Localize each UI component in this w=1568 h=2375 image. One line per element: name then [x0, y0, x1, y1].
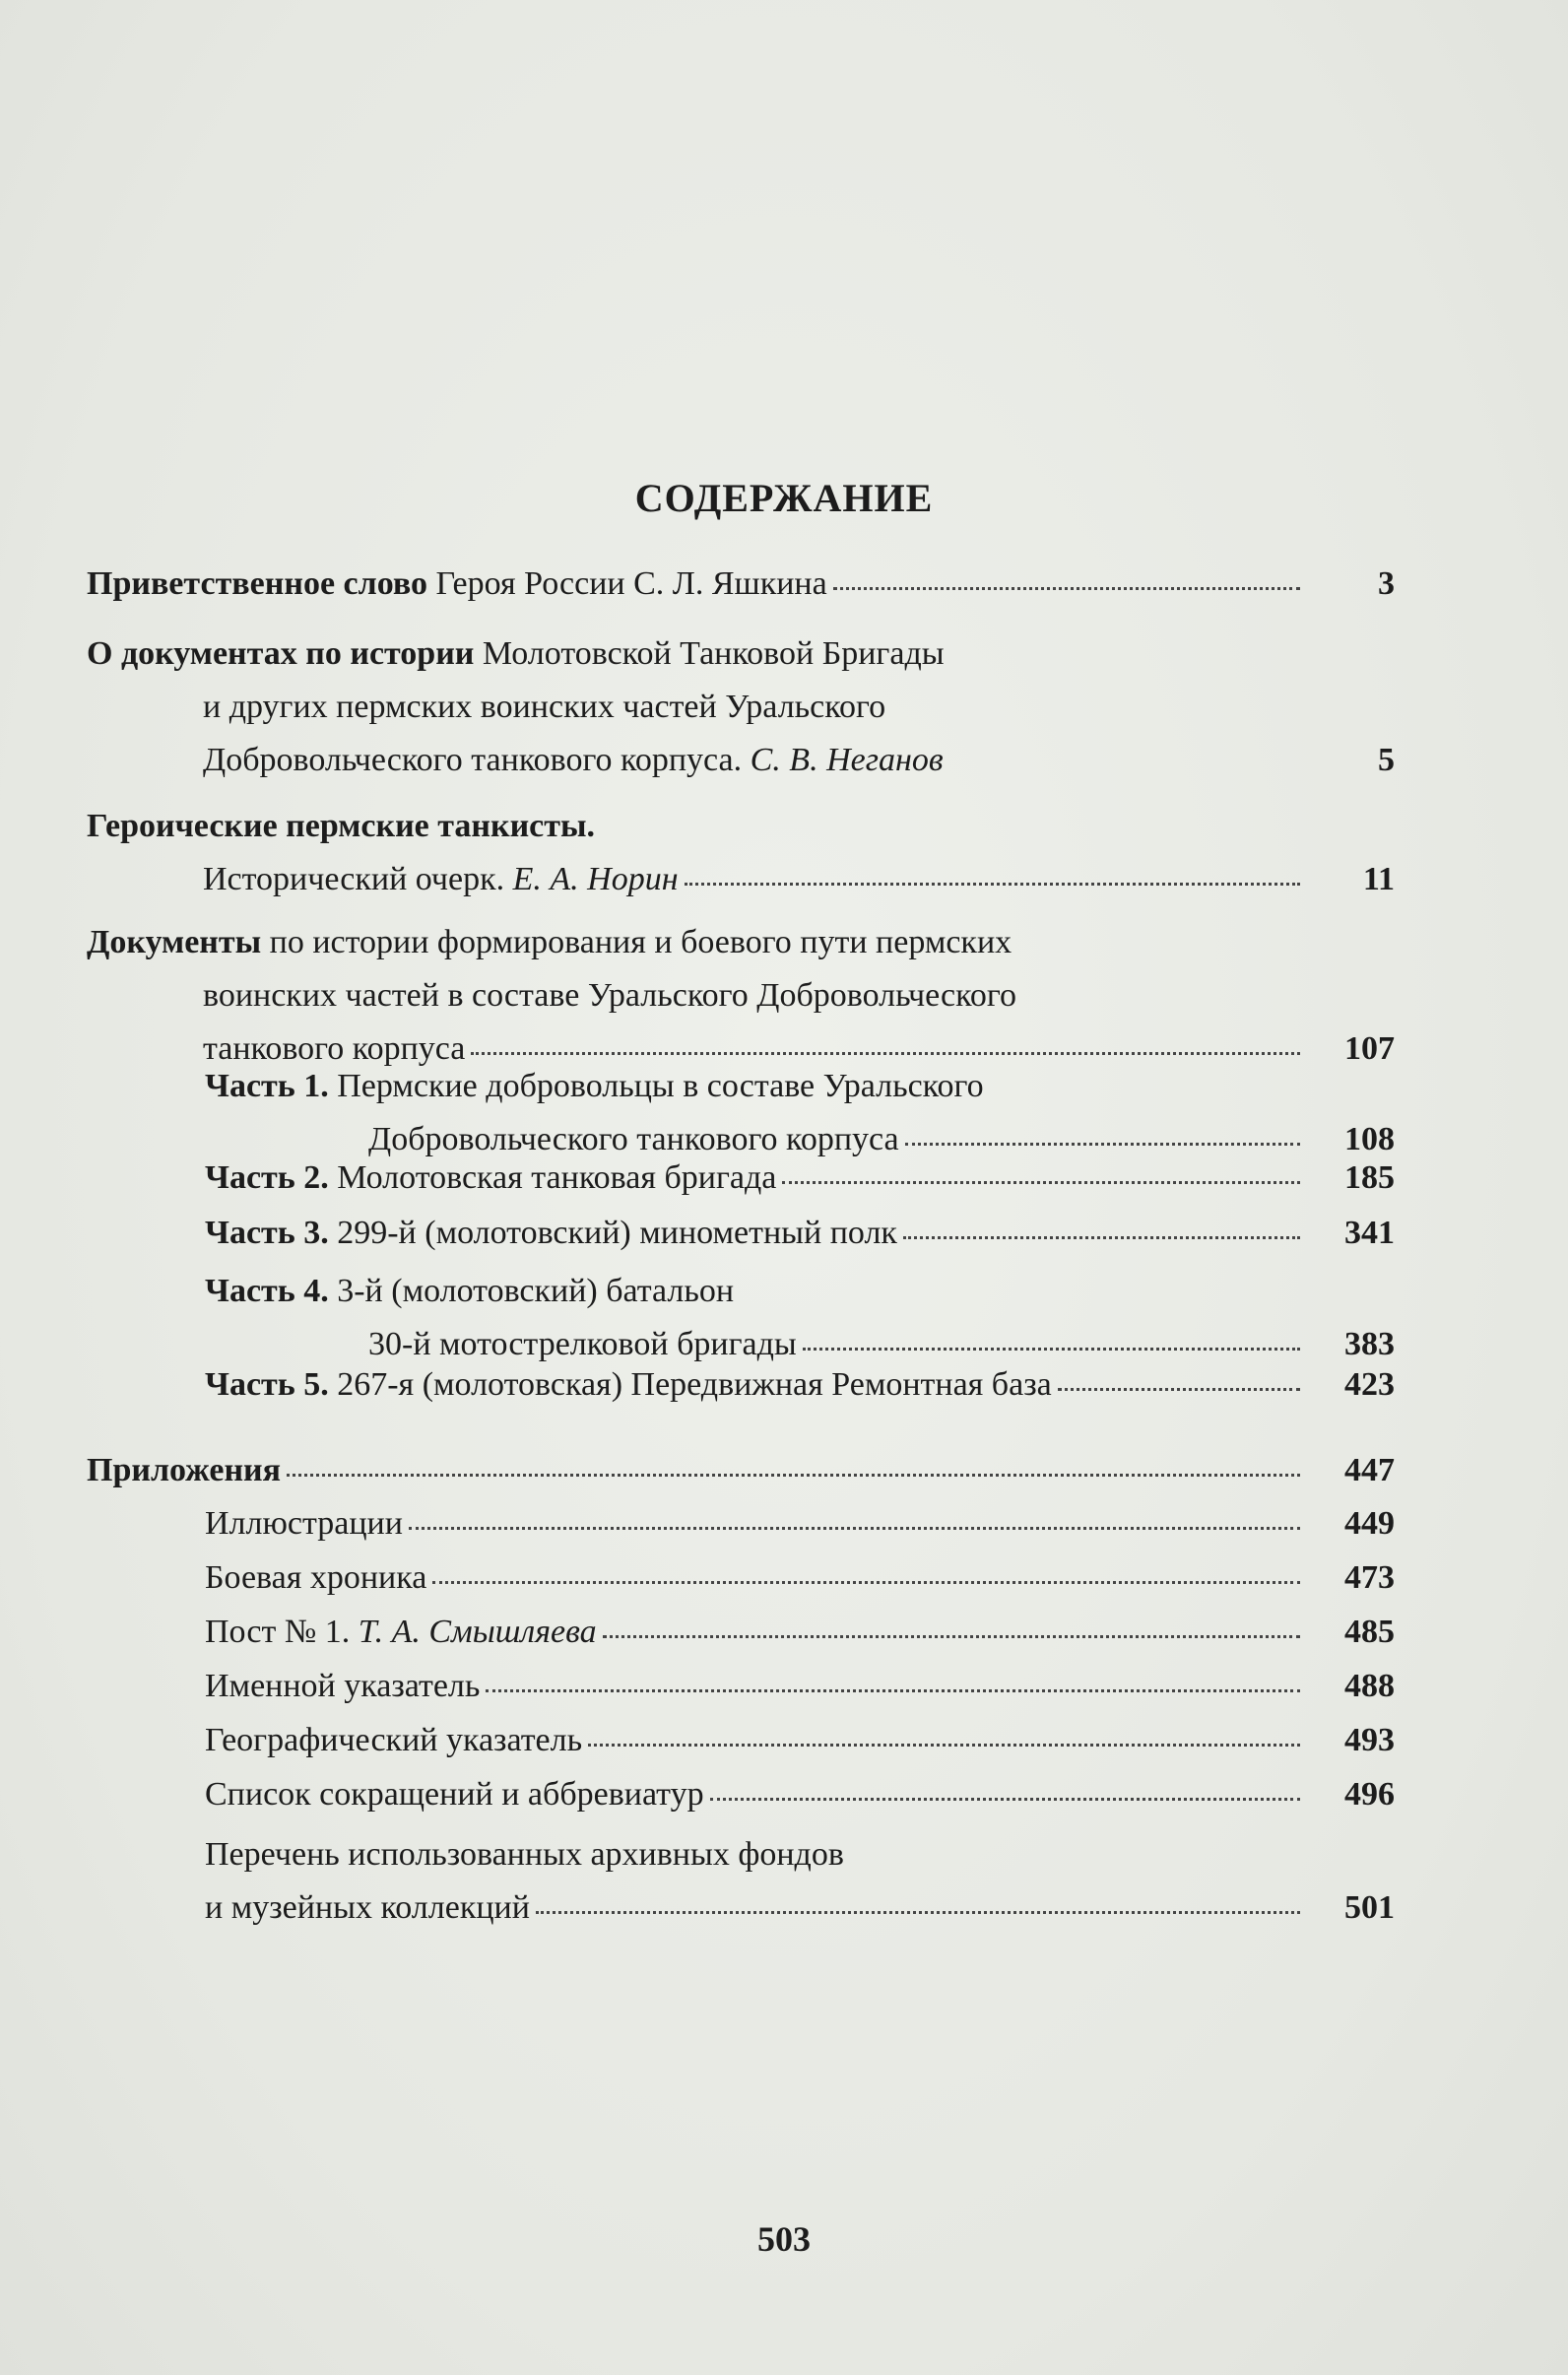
page-number: 501	[1344, 1889, 1395, 1926]
toc-part-1[interactable]	[87, 1060, 1395, 1166]
part-title: Пермские добровольцы в составе Уральского	[337, 1068, 984, 1104]
page-number: 108	[1344, 1121, 1395, 1157]
entry-heading: Приложения	[87, 1452, 282, 1488]
page-number: 3	[1378, 565, 1395, 602]
page-number: 423	[1344, 1366, 1395, 1403]
page-number: 473	[1344, 1559, 1395, 1596]
page-number: 488	[1344, 1668, 1395, 1704]
page-number: 449	[1344, 1505, 1395, 1542]
entry-text: Список сокращений и аббревиатур	[205, 1776, 704, 1813]
entry-text: Перечень использованных архивных фондов	[205, 1836, 844, 1873]
part-label: Часть 2.	[205, 1159, 329, 1196]
toc-appendix-abbreviations[interactable]	[87, 1768, 1395, 1821]
entry-heading: Приветственное слово	[87, 565, 427, 602]
leader-dots	[710, 1768, 1300, 1801]
page-number: 485	[1344, 1614, 1395, 1650]
toc-appendix-geo-index[interactable]	[87, 1714, 1395, 1767]
page-number: 447	[1344, 1452, 1395, 1488]
entry-text: Исторический очерк.	[203, 861, 505, 897]
leader-dots	[486, 1660, 1300, 1692]
leader-dots	[409, 1497, 1300, 1530]
leader-dots	[782, 1152, 1300, 1184]
toc-entry-heroic-tankmen[interactable]	[87, 800, 1395, 906]
entry-text: воинских частей в составе Уральского Добровольческого	[203, 977, 1017, 1014]
toc-entry-greeting[interactable]	[87, 558, 1395, 611]
part-label: Часть 5.	[205, 1366, 329, 1403]
toc-part-2[interactable]	[87, 1152, 1395, 1205]
entry-text: Иллюстрации	[205, 1505, 403, 1542]
entry-heading: Документы	[87, 924, 262, 960]
leader-dots	[833, 558, 1300, 590]
entry-text: Добровольческого танкового корпуса.	[203, 742, 743, 778]
entry-text: танкового корпуса	[203, 1030, 466, 1067]
page-number: 383	[1344, 1326, 1395, 1362]
toc-appendix-archives[interactable]	[87, 1828, 1395, 1935]
page-number: 11	[1362, 861, 1395, 897]
leader-dots	[685, 853, 1300, 886]
toc-appendix-post-1[interactable]	[87, 1606, 1395, 1659]
entry-heading: Героические пермские танкисты.	[87, 808, 595, 844]
page-title: СОДЕРЖАНИЕ	[634, 476, 934, 520]
leader-dots	[803, 1318, 1300, 1351]
part-title: Молотовская танковая бригада	[337, 1159, 777, 1196]
entry-text: и музейных коллекций	[205, 1889, 530, 1926]
part-title: 30-й мотострелковой бригады	[368, 1326, 797, 1362]
entry-text: Географический указатель	[205, 1722, 583, 1758]
page-number: 185	[1344, 1159, 1395, 1196]
entry-author: Т. А. Смышляева	[358, 1614, 597, 1650]
part-label: Часть 1.	[205, 1068, 329, 1104]
entry-text: Героя России С. Л. Яшкина	[426, 565, 827, 602]
entry-text: и других пермских воинских частей Уральского	[203, 689, 886, 725]
entry-text: Именной указатель	[205, 1668, 481, 1704]
entry-text: по истории формирования и боевого пути пермских	[261, 924, 1013, 960]
entry-heading: О документах по истории	[87, 635, 475, 672]
toc-part-4[interactable]	[87, 1265, 1395, 1371]
page-number-footer: 503	[757, 2219, 811, 2259]
part-title: 3-й (молотовский) батальон	[337, 1273, 735, 1309]
page-number: 107	[1344, 1030, 1395, 1067]
part-title: 267-я (молотовская) Передвижная Ремонтная база	[337, 1366, 1052, 1403]
toc-appendix-illustrations[interactable]	[87, 1497, 1395, 1550]
page-number: 341	[1344, 1215, 1395, 1251]
leader-dots	[903, 1207, 1300, 1239]
toc-appendix-chronicle[interactable]	[87, 1551, 1395, 1605]
leader-dots	[287, 1444, 1300, 1477]
entry-author: С. В. Неганов	[750, 742, 944, 778]
leader-dots	[905, 1113, 1300, 1146]
part-title: Добровольческого танкового корпуса	[368, 1121, 899, 1157]
leader-dots	[432, 1551, 1300, 1584]
entry-text: Боевая хроника	[205, 1559, 427, 1596]
entry-author: Е. А. Норин	[512, 861, 679, 897]
page-number: 496	[1344, 1776, 1395, 1813]
toc-entry-appendix[interactable]	[87, 1444, 1395, 1497]
part-title: 299-й (молотовский) минометный полк	[337, 1215, 897, 1251]
part-label: Часть 4.	[205, 1273, 329, 1309]
part-label: Часть 3.	[205, 1215, 329, 1251]
entry-text: Молотовской Танковой Бригады	[474, 635, 945, 672]
leader-dots	[603, 1606, 1300, 1638]
entry-text: Пост № 1.	[205, 1614, 351, 1650]
toc-entry-documents-formation[interactable]	[87, 916, 1395, 1076]
leader-dots	[471, 1023, 1300, 1055]
toc-appendix-name-index[interactable]	[87, 1660, 1395, 1713]
toc-part-5[interactable]	[87, 1358, 1395, 1412]
toc-part-3[interactable]	[87, 1207, 1395, 1260]
toc-entry-documents-history[interactable]	[87, 627, 1395, 787]
page-number: 5	[1378, 742, 1395, 778]
page-number: 493	[1344, 1722, 1395, 1758]
leader-dots	[1058, 1358, 1300, 1391]
leader-dots	[536, 1881, 1300, 1914]
leader-dots	[588, 1714, 1300, 1747]
